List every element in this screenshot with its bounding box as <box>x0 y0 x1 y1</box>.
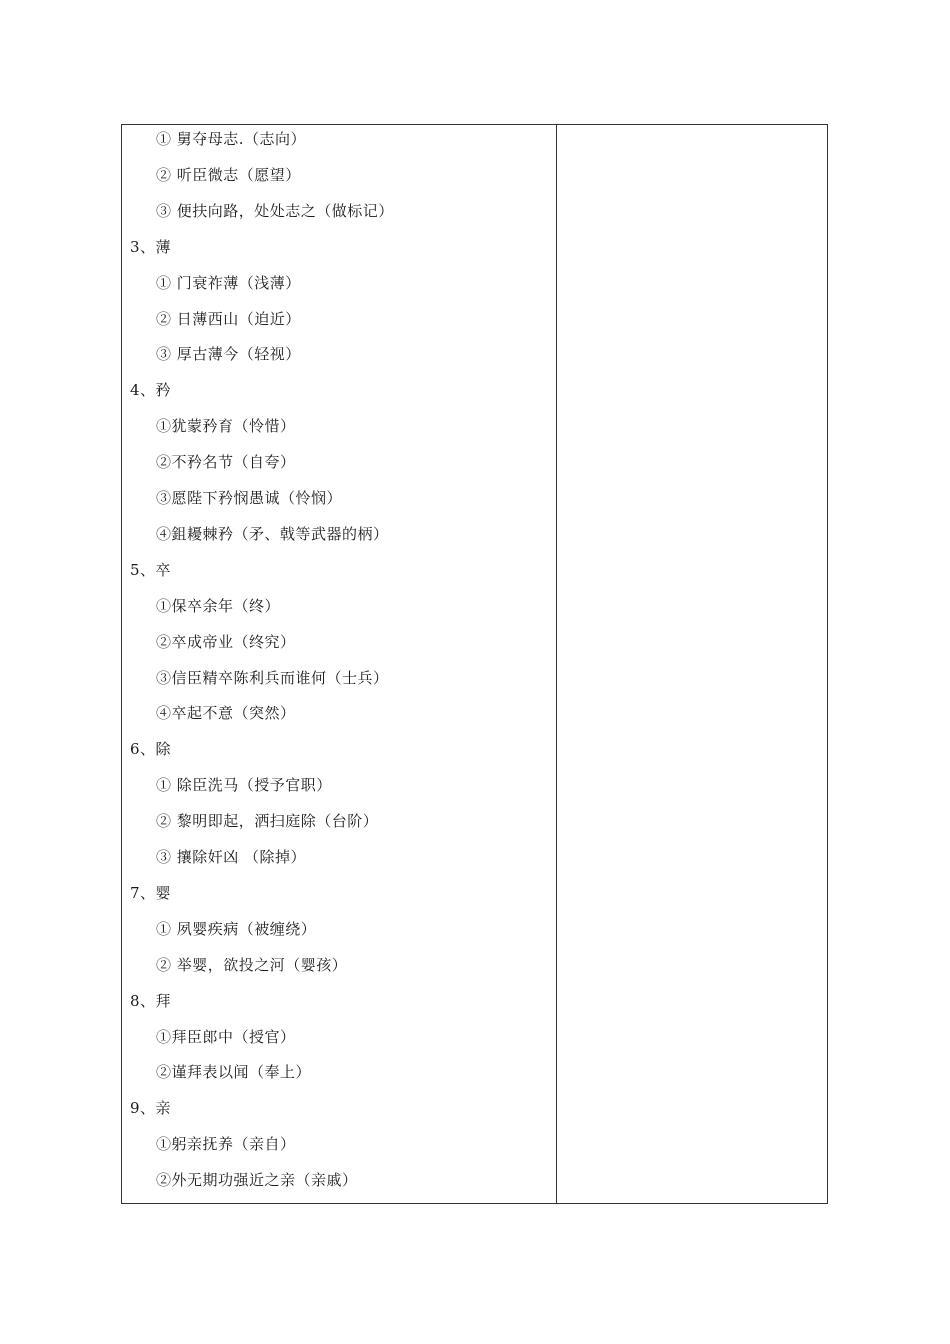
section-heading: 4、矜 <box>130 381 172 400</box>
definition-item: ② 举婴，欲投之河（婴孩） <box>156 955 348 974</box>
definition-item: ② 日薄西山（迫近） <box>156 309 301 328</box>
definition-item: ①保卒余年（终） <box>156 596 281 615</box>
definition-item: ① 除臣洗马（授予官职） <box>156 776 332 795</box>
definition-item: ①拜臣郎中（授官） <box>156 1027 296 1046</box>
notes-column <box>122 125 556 1203</box>
definition-item: ① 舅夺母志.（志向） <box>156 130 307 148</box>
definition-item: ① 门衰祚薄（浅薄） <box>156 273 301 292</box>
definition-item: ①躬亲抚养（亲自） <box>156 1135 296 1154</box>
definition-item: ③愿陛下矜悯愚诚（怜悯） <box>156 489 343 507</box>
definition-item: ③ 厚古薄今（轻视） <box>156 345 301 364</box>
definition-item: ①犹蒙矜育（怜惜） <box>156 417 296 436</box>
definition-item: ②谨拜表以闻（奉上） <box>156 1063 312 1082</box>
section-heading: 3、薄 <box>130 237 172 256</box>
definition-item: ②不矜名节（自夸） <box>156 453 296 472</box>
section-heading: 8、拜 <box>130 991 172 1010</box>
section-heading: 5、卒 <box>130 560 172 579</box>
definition-item: ④鉏耰棘矜（矛、戟等武器的柄） <box>156 524 389 543</box>
section-heading: 6、除 <box>130 740 172 759</box>
definition-item: ③ 便扶向路，处处志之（做标记） <box>156 201 394 220</box>
section-heading: 9、亲 <box>130 1099 172 1118</box>
vocabulary-table <box>121 124 828 1204</box>
definition-item: ② 黎明即起，洒扫庭除（台阶） <box>156 812 379 831</box>
definition-item: ① 夙婴疾病（被缠绕） <box>156 919 317 938</box>
definition-item: ②卒成帝业（终究） <box>156 632 296 651</box>
section-heading: 7、婴 <box>130 883 172 902</box>
definition-item: ② 听臣微志（愿望） <box>156 165 301 184</box>
definition-item: ③信臣精卒陈利兵而谁何（士兵） <box>156 668 389 687</box>
definition-item: ③ 攘除奸凶 （除掉） <box>156 848 307 866</box>
definition-item: ②外无期功强近之亲（亲戚） <box>156 1171 358 1190</box>
definition-item: ④卒起不意（突然） <box>156 704 296 723</box>
blank-column <box>557 125 827 1203</box>
